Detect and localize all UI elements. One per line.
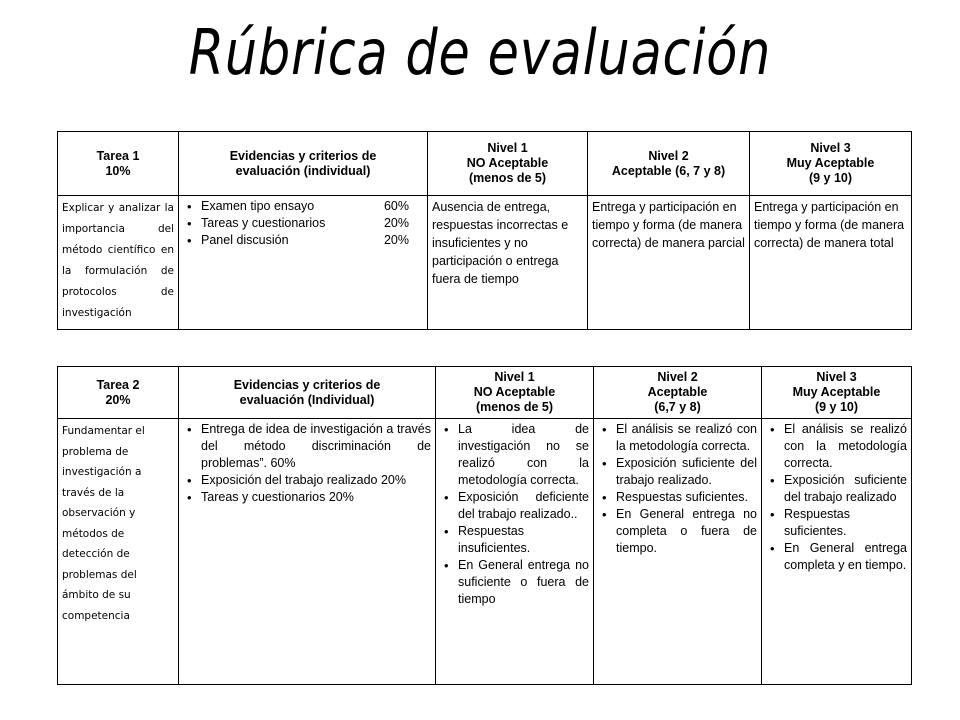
list-item: • La idea de investigación no se realizó con la metodología correcta.	[458, 421, 589, 489]
list-item: • Exposición suficiente del trabajo realizado.	[616, 455, 757, 489]
header-task: Tarea 2 20%	[58, 367, 179, 419]
rubric-table-1	[57, 131, 912, 330]
level-1-cell	[436, 419, 594, 685]
header-level-2: Nivel 2 Aceptable (6,7 y 8)	[594, 367, 762, 419]
header-evidence: Evidencias y criterios de evaluación (individual)	[179, 132, 428, 196]
level-3-description: Entrega y participación en tiempo y forma (de manera correcta) de manera total	[750, 196, 912, 330]
task-description: Explicar y analizar la importancia del método científico en la formulación de protocolos de investigación	[58, 196, 179, 330]
list-item: • El análisis se realizó con la metodología correcta.	[784, 421, 907, 472]
list-item: • Exposición del trabajo realizado 20%	[201, 472, 431, 489]
header-level-2: Nivel 2 Aceptable (6, 7 y 8)	[588, 132, 750, 196]
header-level-3: Nivel 3 Muy Aceptable (9 y 10)	[750, 132, 912, 196]
list-item: • Respuestas suficientes.	[616, 489, 757, 506]
evidence-cell	[179, 419, 436, 685]
header-evidence: Evidencias y criterios de evaluación (Individual)	[179, 367, 436, 419]
rubric-table-2	[57, 366, 912, 685]
list-item: • Panel discusión 20%	[201, 232, 409, 249]
task-description: Fundamentar el problema de investigación a través de la observación y métodos de detección de problemas del ámbito de su competencia	[58, 419, 179, 685]
level-3-cell	[762, 419, 912, 685]
level-2-cell	[594, 419, 762, 685]
list-item: • Respuestas suficientes.	[784, 506, 907, 540]
list-item: • Exposición suficiente del trabajo realizado	[784, 472, 907, 506]
list-item: • En General entrega no suficiente o fuera de tiempo	[458, 557, 589, 608]
list-item: • En General entrega no completa o fuera de tiempo.	[616, 506, 757, 557]
header-level-1: Nivel 1 NO Aceptable (menos de 5)	[428, 132, 588, 196]
table-row	[58, 419, 912, 685]
level-2-description: Entrega y participación en tiempo y forma (de manera correcta) de manera parcial	[588, 196, 750, 330]
header-level-1: Nivel 1 NO Aceptable (menos de 5)	[436, 367, 594, 419]
list-item: • El análisis se realizó con la metodología correcta.	[616, 421, 757, 455]
level-1-description: Ausencia de entrega, respuestas incorrectas e insuficientes y no participación o entrega fuera de tiempo	[428, 196, 588, 330]
evidence-cell	[179, 196, 428, 330]
page-title: Rúbrica de evaluación	[188, 16, 772, 89]
table-row	[58, 196, 912, 330]
list-item: • Tareas y cuestionarios 20%	[201, 215, 409, 232]
list-item: • Respuestas insuficientes.	[458, 523, 589, 557]
list-item: • En General entrega completa y en tiempo.	[784, 540, 907, 574]
list-item: • Examen tipo ensayo 60%	[201, 198, 409, 215]
header-task: Tarea 1 10%	[58, 132, 179, 196]
list-item: • Entrega de idea de investigación a través del método discriminación de problemas”. 60%	[201, 421, 431, 472]
list-item: • Exposición deficiente del trabajo realizado..	[458, 489, 589, 523]
list-item: • Tareas y cuestionarios 20%	[201, 489, 431, 506]
header-level-3: Nivel 3 Muy Aceptable (9 y 10)	[762, 367, 912, 419]
